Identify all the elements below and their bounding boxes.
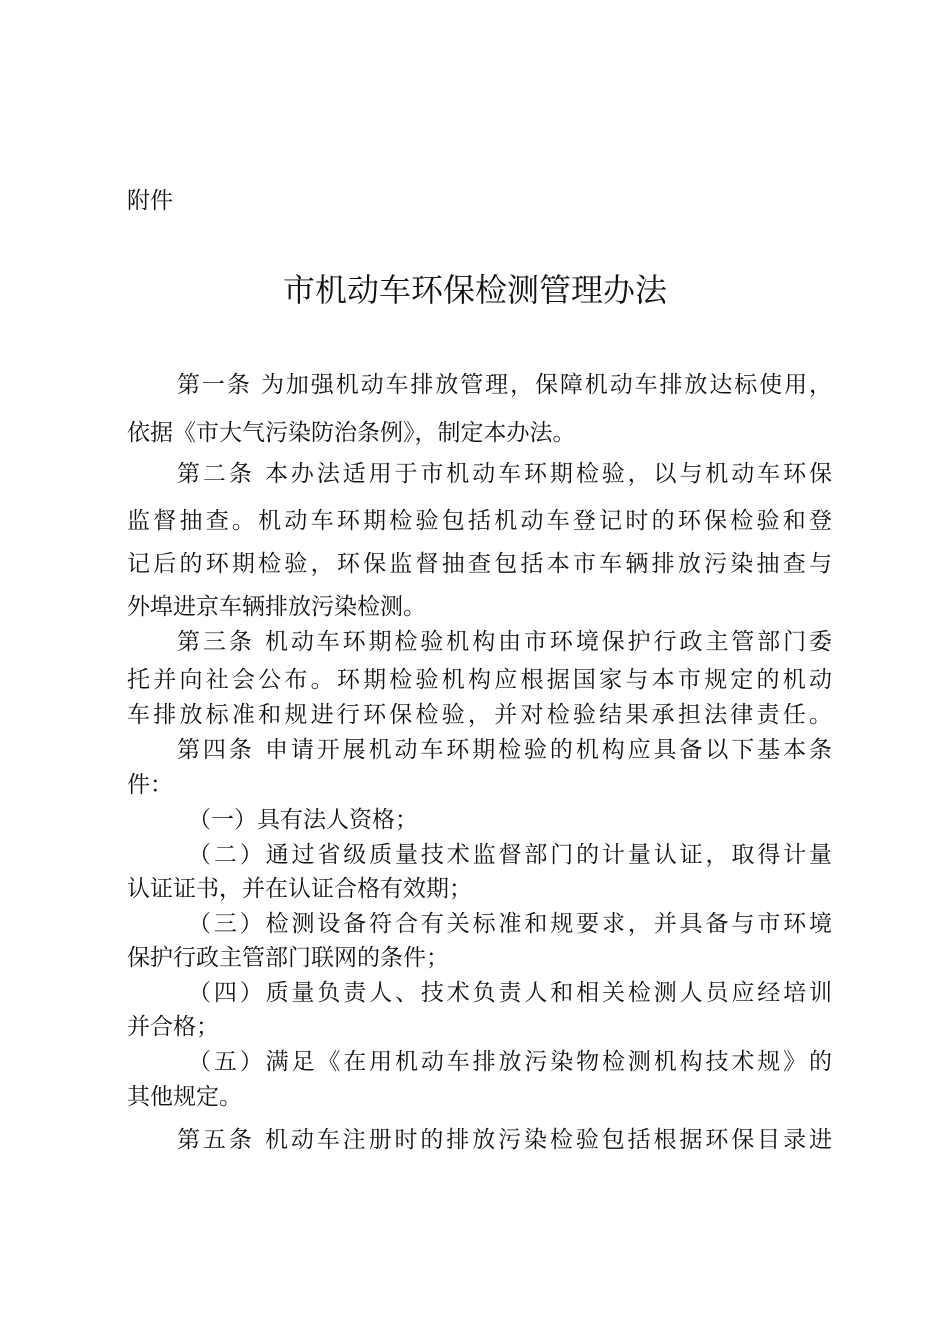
list-item-line: （三）检测设备符合有关标准和规要求，并具备与市环境 xyxy=(188,911,832,937)
paragraph-line: 记后的环期检验，环保监督抽查包括本市车辆排放污染抽查与 xyxy=(127,551,832,577)
list-item-line: （四）质量负责人、技术负责人和相关检测人员应经培训 xyxy=(188,980,832,1006)
list-item-line: 保护行政主管部门联网的条件； xyxy=(127,945,449,971)
paragraph-line: 外埠进京车辆排放污染检测。 xyxy=(127,594,426,620)
paragraph-line: 车排放标准和规进行环保检验，并对检验结果承担法律责任。 xyxy=(127,702,832,728)
list-item-line: （一）具有法人资格； xyxy=(188,807,418,833)
list-item-line: 并合格； xyxy=(127,1014,219,1040)
paragraph-line: 第五条 机动车注册时的排放污染检验包括根据环保目录进 xyxy=(177,1127,832,1153)
list-item-line: 其他规定。 xyxy=(127,1084,242,1110)
list-item-line: （二）通过省级质量技术监督部门的计量认证，取得计量 xyxy=(188,842,832,868)
list-item-line: 认证证书，并在认证合格有效期； xyxy=(127,876,472,902)
paragraph-line: 第二条 本办法适用于市机动车环期检验，以与机动车环保 xyxy=(177,461,832,487)
document-title: 市机动车环保检测管理办法 xyxy=(282,271,667,309)
paragraph-line: 第三条 机动车环期检验机构由市环境保护行政主管部门委 xyxy=(177,629,832,655)
paragraph-line: 依据《市大气污染防治条例》，制定本办法。 xyxy=(127,420,576,446)
paragraph-line: 第四条 申请开展机动车环期检验的机构应具备以下基本条 xyxy=(177,737,832,763)
attachment-label: 附件 xyxy=(127,188,173,214)
list-item-line: （五）满足《在用机动车排放污染物检测机构技术规》的 xyxy=(188,1049,832,1075)
paragraph-line: 第一条 为加强机动车排放管理，保障机动车排放达标使用， xyxy=(177,372,832,398)
paragraph-line: 件： xyxy=(127,772,173,798)
paragraph-line: 托并向社会公布。环期检验机构应根据国家与本市规定的机动 xyxy=(127,667,832,693)
paragraph-line: 监督抽查。机动车环期检验包括机动车登记时的环保检验和登 xyxy=(127,508,832,534)
